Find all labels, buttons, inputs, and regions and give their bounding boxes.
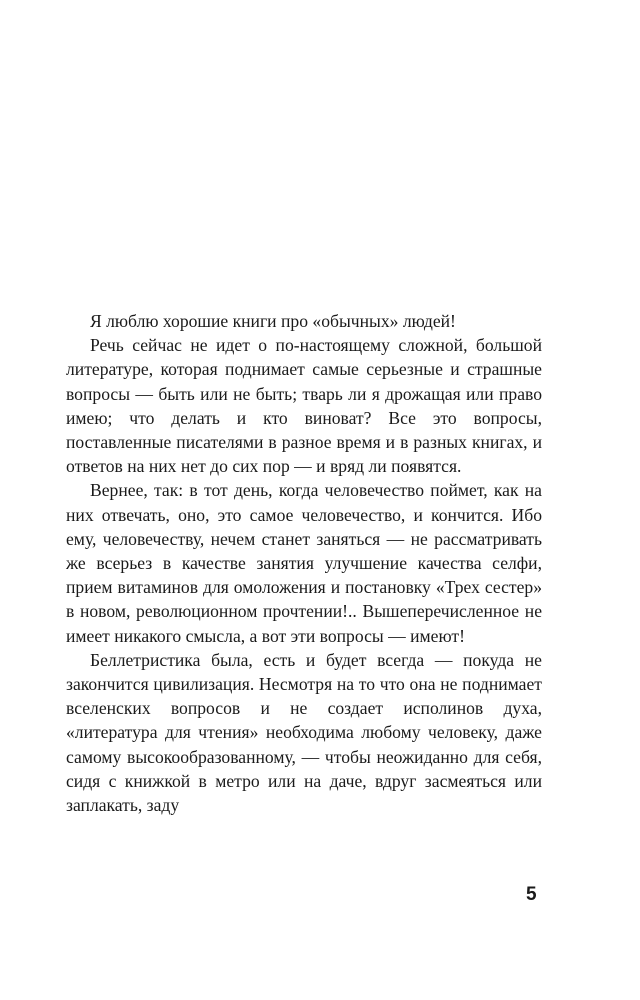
paragraph: Речь сейчас не идет о по-настоящему сложной, большой литературе, которая поднимает самые серьезные и страшные вопросы — быть или не быть; тварь ли я дрожащая или право имею; что делать и кто виноват? Все это вопросы, поставленные писателями в разное время и в разных книгах, и ответов на них нет до сих пор — и вряд ли появятся.: [66, 335, 542, 477]
paragraph: Вернее, так: в тот день, когда человечество поймет, как на них отвечать, оно, это самое человечество, и кончится. Ибо ему, человечеству, нечем станет заняться — не рассматривать же всерьез в качестве занятия улучшение качества селфи, прием витаминов для омоложения и постановку «Трех сестер» в новом, революционном прочтении!.. Вышеперечисленное не имеет никакого смысла, а вот эти вопросы — имеют!: [66, 480, 542, 646]
page-body: [66, 309, 542, 817]
paragraph: Я люблю хорошие книги про «обычных» людей!: [90, 311, 456, 331]
paragraph: Беллетристика была, есть и будет всегда — покуда не закончится цивилизация. Несмотря на то что она не поднимает вселенских вопросов и не создает исполинов духа, «литература для чтения» необходима любому человеку, даже самому высокообразованному, — чтобы неожиданно для себя, сидя с книжкой в метро или на даче, вдруг засмеяться или заплакать, заду: [66, 649, 542, 816]
page-number: 5: [526, 884, 537, 905]
